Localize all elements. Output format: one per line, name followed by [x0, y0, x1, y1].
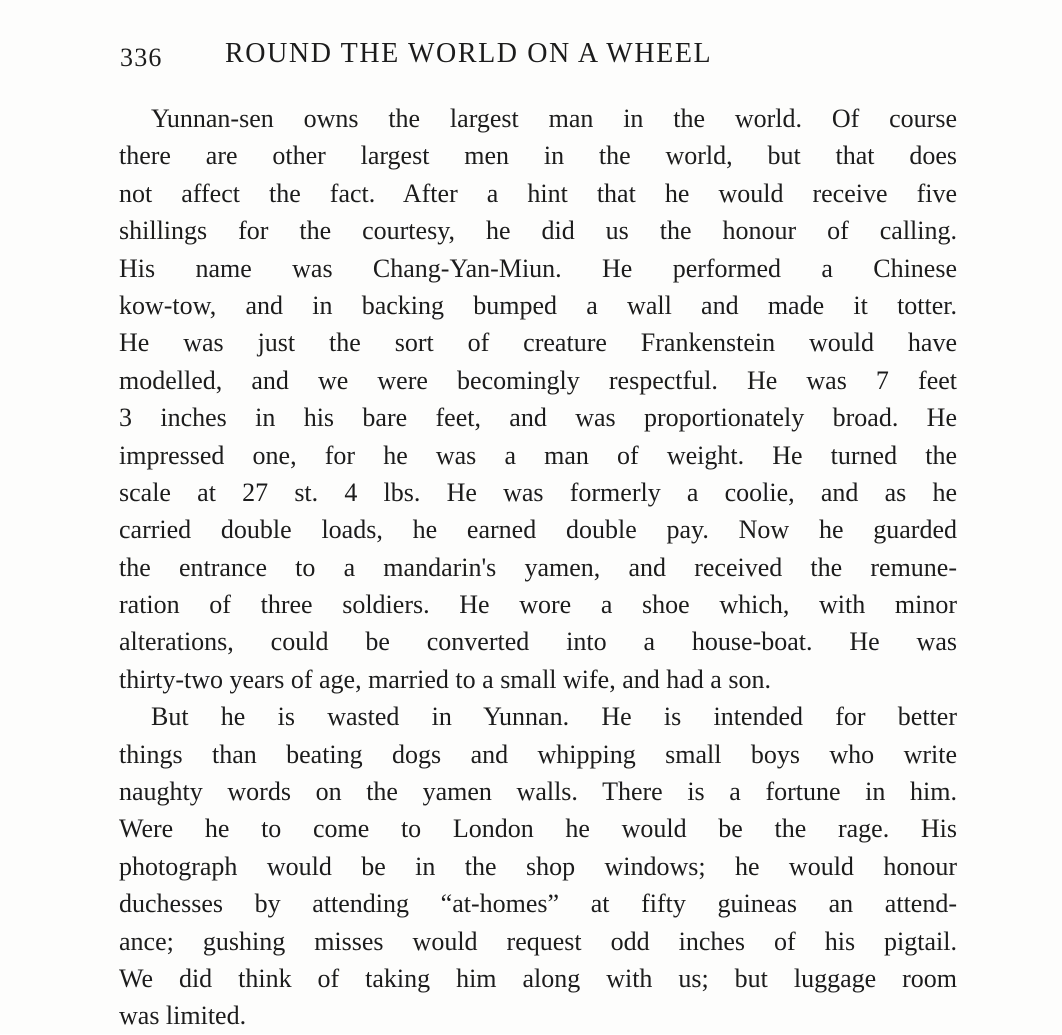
text-line: photograph would be in the shop windows; he would honour [119, 851, 957, 881]
text-line: kow-tow, and in backing bumped a wall and made it totter. [119, 290, 957, 320]
text-line: things than beating dogs and whipping small boys who write [119, 739, 957, 769]
text-line: there are other largest men in the world, but that does [119, 141, 957, 171]
text-line: not affect the fact. After a hint that he would receive five [119, 178, 957, 208]
text-line: the entrance to a mandarin's yamen, and received the remune- [119, 552, 957, 582]
text-line: Yunnan-sen owns the largest man in the world. Of course [151, 104, 957, 133]
text-line: scale at 27 st. 4 lbs. He was formerly a coolie, and as he [119, 477, 957, 507]
text-line: We did think of taking him along with us; but luggage room [119, 963, 957, 993]
text-line: impressed one, for he was a man of weight. He turned the [119, 440, 957, 470]
text-line: 3 inches in his bare feet, and was proportionately broad. He [119, 403, 957, 433]
text-line: His name was Chang-Yan-Miun. He performed a Chinese [119, 253, 957, 283]
body-text [119, 100, 957, 1035]
text-line: ration of three soldiers. He wore a shoe which, with minor [119, 590, 957, 620]
text-line: carried double loads, he earned double pay. Now he guarded [119, 515, 957, 545]
text-line: shillings for the courtesy, he did us the honour of calling. [119, 216, 957, 246]
page-number: 336 [120, 43, 163, 72]
text-line: duchesses by attending “at-homes” at fifty guineas an attend- [119, 889, 957, 919]
text-line: was limited. [119, 1001, 247, 1031]
text-line: ance; gushing misses would request odd inches of his pigtail. [119, 926, 957, 956]
text-line: He was just the sort of creature Frankenstein would have [119, 328, 957, 358]
text-line: thirty-two years of age, married to a small wife, and had a son. [119, 664, 771, 694]
running-head [120, 38, 880, 78]
text-line: But he is wasted in Yunnan. He is intended for better [151, 702, 957, 732]
text-line: alterations, could be converted into a house-boat. He was [119, 627, 957, 657]
text-line: Were he to come to London he would be the rage. His [119, 814, 957, 844]
running-title: ROUND THE WORLD ON A WHEEL [225, 38, 713, 69]
text-line: naughty words on the yamen walls. There is a fortune in him. [119, 777, 957, 807]
text-line: modelled, and we were becomingly respectful. He was 7 feet [119, 365, 957, 395]
